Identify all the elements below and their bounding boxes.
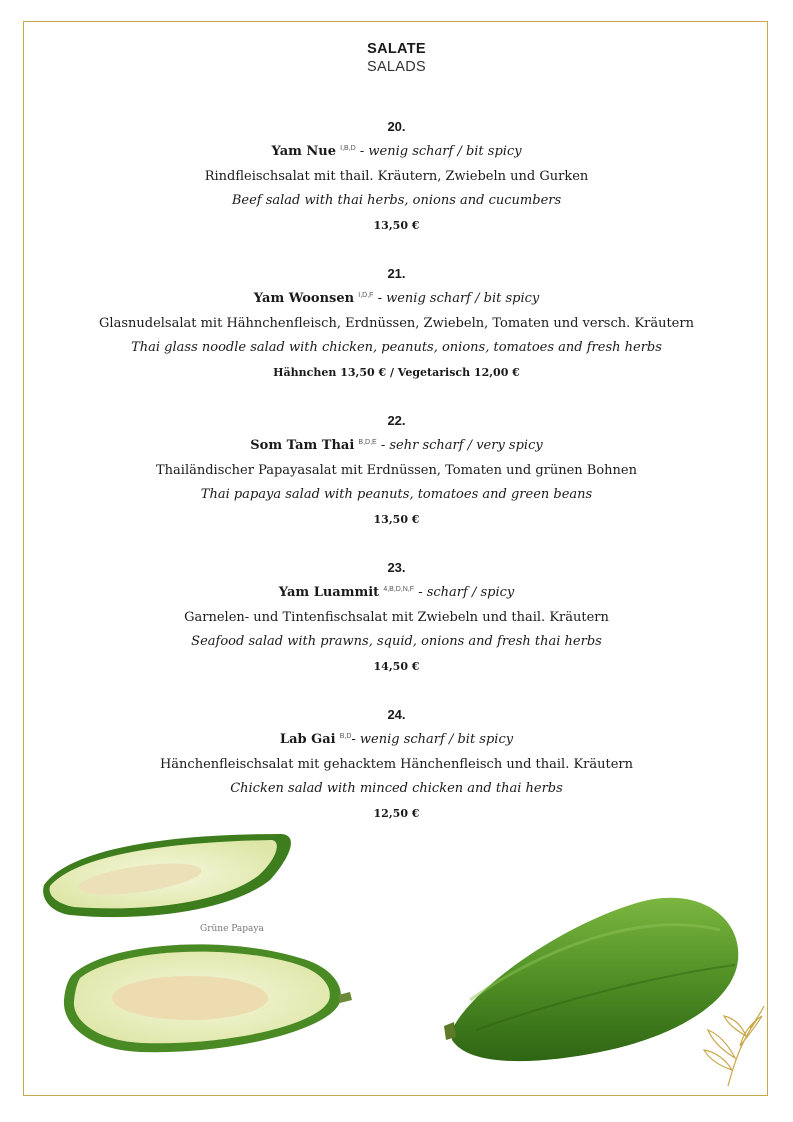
dish-number: 23. <box>387 560 406 575</box>
dish-name: Yam Luammit <box>278 585 380 600</box>
dish-description-en: Seafood salad with prawns, squid, onions and fresh thai herbs <box>191 634 602 649</box>
spice-level: - wenig scharf / bit spicy <box>351 732 514 747</box>
spice-level: - wenig scharf / bit spicy <box>377 291 540 306</box>
dish-description-de: Thailändischer Papayasalat mit Erdnüssen, Tomaten und grünen Bohnen <box>156 462 637 478</box>
dish-price: 12,50 € <box>373 806 420 820</box>
dish-description-en: Thai papaya salad with peanuts, tomatoes and green beans <box>200 487 593 502</box>
dish-price: 14,50 € <box>373 659 420 673</box>
dish-number: 20. <box>387 119 406 134</box>
papaya-whole <box>444 898 738 1061</box>
dish-description-de: Rindfleischsalat mit thail. Kräutern, Zwiebeln und Gurken <box>204 168 589 184</box>
dish-number: 22. <box>387 413 406 428</box>
dish-number: 24. <box>387 707 406 722</box>
dish-description-de: Hänchenfleischsalat mit gehacktem Hänchenfleisch und thail. Kräutern <box>159 756 634 772</box>
dish-price: 13,50 € <box>373 218 420 232</box>
gold-leaf-ornament <box>704 1006 764 1086</box>
image-caption: Grüne Papaya <box>200 924 264 934</box>
spice-level: - sehr scharf / very spicy <box>380 438 543 453</box>
dish-number: 21. <box>387 266 406 281</box>
spice-level: - scharf / spicy <box>418 585 515 600</box>
dish-name: Lab Gai <box>279 732 336 747</box>
allergen-codes: B,D,E <box>358 439 377 446</box>
section-title-de: SALATE <box>367 41 426 57</box>
dish-description-en: Beef salad with thai herbs, onions and cucumbers <box>231 193 562 208</box>
allergen-codes: I,B,D <box>340 145 356 152</box>
dish-price: Hähnchen 13,50 € / Vegetarisch 12,00 € <box>273 365 520 379</box>
dish-description-de: Glasnudelsalat mit Hähnchenfleisch, Erdnüssen, Zwiebeln, Tomaten und versch. Kräutern <box>99 315 694 331</box>
dish-name: Yam Woonsen <box>253 291 355 306</box>
dish-price: 13,50 € <box>373 512 420 526</box>
dish-description-en: Chicken salad with minced chicken and thai herbs <box>230 781 563 796</box>
allergen-codes: 4,B,D,N,F <box>383 586 415 593</box>
spice-level: - wenig scharf / bit spicy <box>359 144 522 159</box>
dish-name: Som Tam Thai <box>250 438 355 453</box>
section-title-en: SALADS <box>366 59 427 75</box>
allergen-codes: B,D <box>339 733 352 740</box>
dish-description-de: Garnelen- und Tintenfischsalat mit Zwiebeln und thail. Kräutern <box>184 609 609 625</box>
papaya-half-bottom <box>64 944 352 1052</box>
dish-name: Yam Nue <box>271 144 337 159</box>
papaya-half-top <box>43 834 291 917</box>
dish-description-en: Thai glass noodle salad with chicken, peanuts, onions, tomatoes and fresh herbs <box>131 340 662 355</box>
allergen-codes: I,D,F <box>358 292 374 299</box>
